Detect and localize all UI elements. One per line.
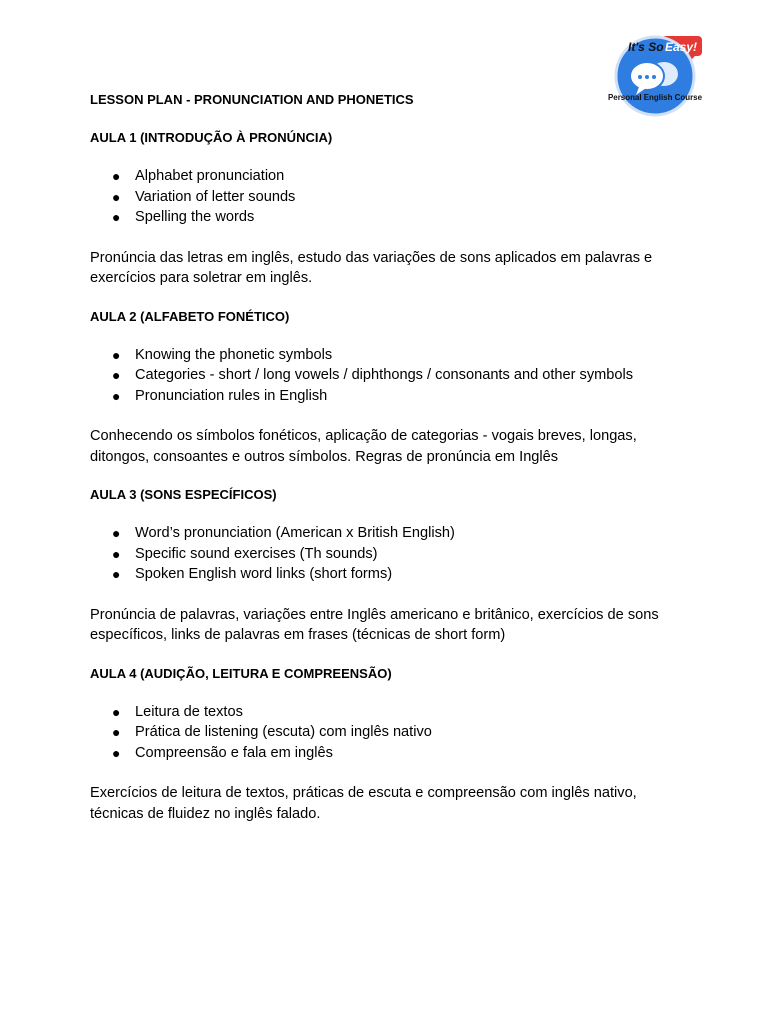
logo-subtitle: Personal English Course bbox=[608, 93, 703, 102]
section-description: Pronúncia de palavras, variações entre Inglês americano e britânico, exercícios de sons específicos, links de palavras em frases (técnicas de short form) bbox=[90, 606, 659, 643]
document-body bbox=[90, 90, 690, 824]
list-item bbox=[90, 166, 690, 187]
list-item-text: Variation of letter sounds bbox=[135, 188, 296, 205]
list-item bbox=[90, 564, 690, 585]
list-item-text: Specific sound exercises (Th sounds) bbox=[135, 545, 378, 562]
list-item bbox=[90, 207, 690, 228]
list-item bbox=[90, 743, 690, 764]
list-item bbox=[90, 702, 690, 723]
list-item bbox=[90, 544, 690, 565]
bullet-icon: ● bbox=[112, 545, 121, 562]
logo-dot bbox=[645, 75, 649, 79]
list-item bbox=[90, 187, 690, 208]
document-title: LESSON PLAN - PRONUNCIATION AND PHONETICS bbox=[90, 92, 414, 107]
section-description: Pronúncia das letras em inglês, estudo das variações de sons aplicados em palavras e exercícios para soletrar em inglês. bbox=[90, 249, 653, 286]
list-item bbox=[90, 722, 690, 743]
lesson-section bbox=[90, 307, 690, 468]
bullet-icon: ● bbox=[112, 566, 121, 582]
topic-list bbox=[90, 702, 690, 764]
list-item-text: Word’s pronunciation (American x British English) bbox=[135, 525, 455, 541]
bullet-icon: ● bbox=[112, 188, 121, 205]
section-heading: AULA 4 (AUDIÇÃO, LEITURA E COMPREENSÃO) bbox=[90, 665, 392, 681]
bullet-icon: ● bbox=[112, 367, 121, 383]
bullet-icon: ● bbox=[112, 346, 121, 363]
section-description: Exercícios de leitura de textos, práticas de escuta e compreensão com inglês nativo, técnicas de fluidez no inglês falado. bbox=[90, 785, 637, 822]
bullet-icon: ● bbox=[112, 744, 121, 761]
list-item-text: Prática de listening (escuta) com inglês nativo bbox=[135, 724, 432, 740]
list-item-text: Pronunciation rules in English bbox=[135, 387, 328, 404]
topic-list bbox=[90, 523, 690, 585]
section-heading: AULA 3 (SONS ESPECÍFICOS) bbox=[90, 487, 277, 502]
logo-highlight: Easy! bbox=[665, 40, 698, 54]
topic-list bbox=[90, 166, 690, 228]
logo-dot bbox=[652, 75, 656, 79]
list-item-text: Spelling the words bbox=[135, 209, 255, 225]
list-item-text: Spoken English word links (short forms) bbox=[135, 566, 393, 582]
list-item-text: Alphabet pronunciation bbox=[135, 168, 285, 184]
section-heading: AULA 2 (ALFABETO FONÉTICO) bbox=[90, 308, 290, 324]
lesson-section bbox=[90, 485, 690, 646]
topic-list bbox=[90, 345, 690, 407]
bullet-icon: ● bbox=[112, 387, 121, 404]
lesson-section bbox=[90, 128, 690, 289]
bullet-icon: ● bbox=[112, 703, 121, 720]
bullet-icon: ● bbox=[112, 209, 121, 225]
list-item-text: Compreensão e fala em inglês bbox=[135, 744, 333, 761]
logo-dot bbox=[638, 75, 642, 79]
bullet-icon: ● bbox=[112, 168, 121, 184]
list-item bbox=[90, 345, 690, 366]
section-description: Conhecendo os símbolos fonéticos, aplicação de categorias - vogais breves, longas, ditongos, consoantes e outros símbolos. Regras de pronúncia em Inglês bbox=[90, 428, 637, 465]
list-item-text: Leitura de textos bbox=[135, 703, 243, 720]
bullet-icon: ● bbox=[112, 525, 121, 541]
section-heading: AULA 1 (INTRODUÇÃO À PRONÚNCIA) bbox=[90, 130, 333, 145]
bullet-icon: ● bbox=[112, 724, 121, 740]
logo-tagline: It's So bbox=[628, 40, 664, 54]
lesson-section bbox=[90, 664, 690, 825]
list-item-text: Categories - short / long vowels / diphthongs / consonants and other symbols bbox=[135, 367, 634, 383]
list-item bbox=[90, 365, 690, 386]
list-item-text: Knowing the phonetic symbols bbox=[135, 346, 333, 363]
list-item bbox=[90, 523, 690, 544]
list-item bbox=[90, 386, 690, 407]
